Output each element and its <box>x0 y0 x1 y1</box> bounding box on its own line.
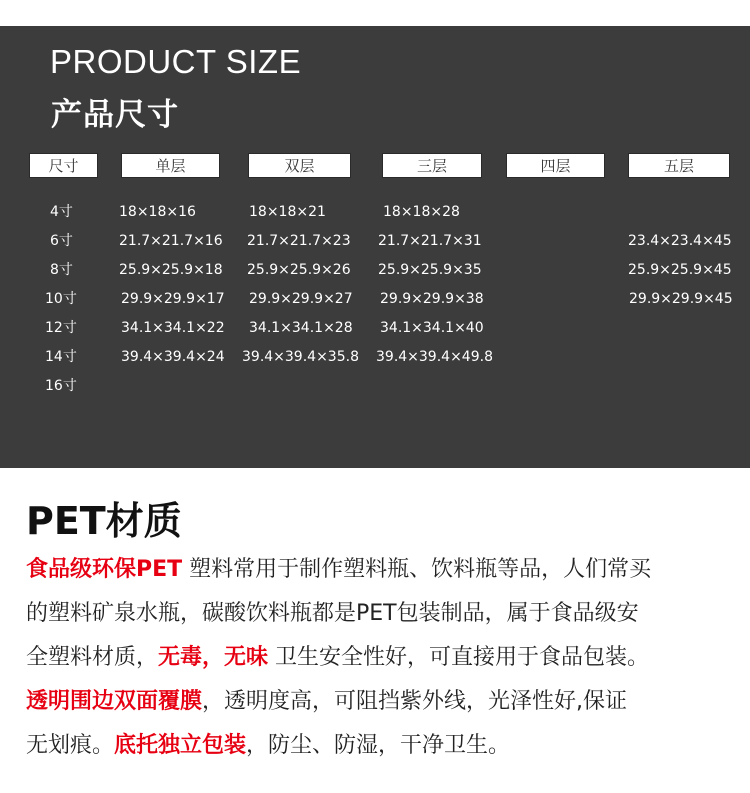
table-cell: 23.4×23.4×45 <box>628 233 732 249</box>
table-cell: 25.9×25.9×26 <box>247 262 351 278</box>
table-cell: 34.1×34.1×22 <box>121 320 225 336</box>
body-text: 卫生安全性好，可直接用于食品包装。 <box>268 645 650 670</box>
table-cell: 29.9×29.9×38 <box>380 291 484 307</box>
material-description <box>26 548 736 768</box>
table-cell: 29.9×29.9×27 <box>249 291 353 307</box>
table-cell: 39.4×39.4×24 <box>121 349 225 365</box>
body-text: 塑料常用于制作塑料瓶、饮料瓶等品，人们常买 <box>182 557 652 582</box>
table-cell: 18×18×16 <box>119 204 196 220</box>
description-line <box>26 724 736 768</box>
table-cell: 21.7×21.7×16 <box>119 233 223 249</box>
title-en: PRODUCT SIZE <box>50 43 302 80</box>
body-text: 无划痕。 <box>26 733 115 758</box>
description-line <box>26 636 736 680</box>
table-cell: 25.9×25.9×35 <box>378 262 482 278</box>
table-cell: 21.7×21.7×31 <box>378 233 482 249</box>
table-cell: 25.9×25.9×18 <box>119 262 223 278</box>
body-text: 全塑料材质， <box>26 645 159 670</box>
table-cell: 18×18×28 <box>383 204 460 220</box>
size-label: 4寸 <box>50 204 73 220</box>
title-cn: 产品尺寸 <box>51 97 179 133</box>
table-cell: 34.1×34.1×28 <box>249 320 353 336</box>
col-header-quad: 四层 <box>506 153 605 178</box>
col-header-size: 尺寸 <box>29 153 98 178</box>
body-text: 的塑料矿泉水瓶，碳酸饮料瓶都是PET包装制品，属于食品级安 <box>26 601 639 626</box>
size-label: 6寸 <box>50 233 73 249</box>
table-cell: 39.4×39.4×49.8 <box>376 349 493 365</box>
table-cell: 21.7×21.7×23 <box>247 233 351 249</box>
table-cell: 39.4×39.4×35.8 <box>242 349 359 365</box>
table-cell: 18×18×21 <box>249 204 326 220</box>
size-panel <box>0 26 750 468</box>
description-line <box>26 592 736 636</box>
body-text: ，透明度高，可阻挡紫外线，光泽性好,保证 <box>202 689 628 714</box>
size-label: 16寸 <box>45 378 77 394</box>
size-label: 12寸 <box>45 320 77 336</box>
highlight-text: 底托独立包装 <box>114 733 247 758</box>
table-cell: 25.9×25.9×45 <box>628 262 732 278</box>
material-title: PET材质 <box>26 499 182 543</box>
col-header-single: 单层 <box>121 153 220 178</box>
table-cell: 29.9×29.9×45 <box>629 291 733 307</box>
table-cell: 29.9×29.9×17 <box>121 291 225 307</box>
highlight-text: 食品级环保PET <box>26 557 183 582</box>
col-header-quint: 五层 <box>628 153 730 178</box>
highlight-text: 透明围边双面覆膜 <box>26 689 203 714</box>
material-section <box>0 468 750 793</box>
body-text: ，防尘、防湿，干净卫生。 <box>246 733 511 758</box>
description-line <box>26 548 736 592</box>
size-label: 14寸 <box>45 349 77 365</box>
col-header-double: 双层 <box>248 153 351 178</box>
col-header-triple: 三层 <box>382 153 482 178</box>
description-line <box>26 680 736 724</box>
highlight-text: 无毒，无味 <box>158 645 269 670</box>
table-cell: 34.1×34.1×40 <box>380 320 484 336</box>
size-label: 10寸 <box>45 291 77 307</box>
size-label: 8寸 <box>50 262 73 278</box>
